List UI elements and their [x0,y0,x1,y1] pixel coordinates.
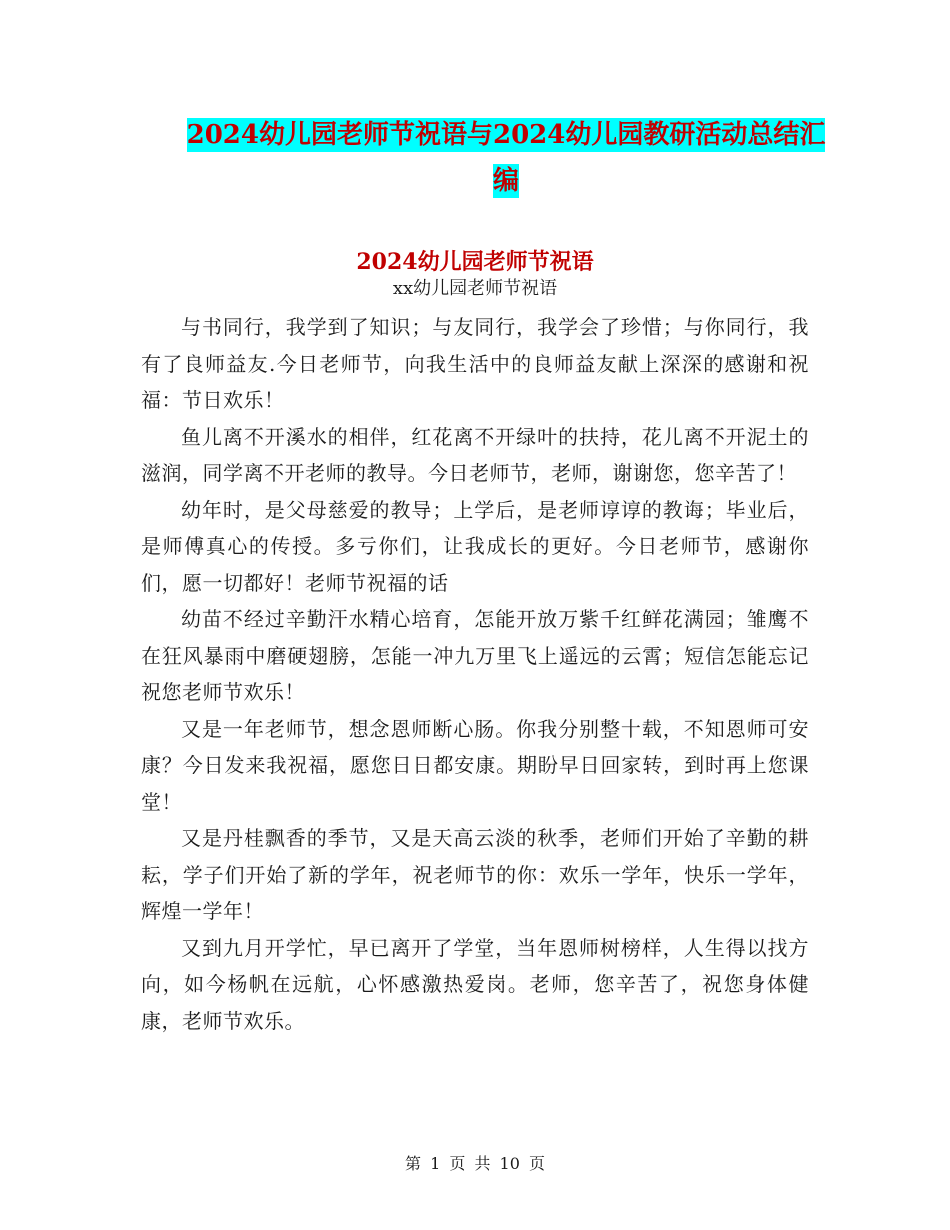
document-title-text: 2024幼儿园老师节祝语与2024幼儿园教研活动总结汇编 [186,120,826,196]
paragraph-6: 又是丹桂飘香的季节，又是天高云淡的秋季，老师们开始了辛勤的耕耘，学子们开始了新的学年，祝老师节的你：欢乐一学年，快乐一学年，辉煌一学年！ [141,826,809,923]
body-text [141,309,809,1039]
page-footer: 第 1 页 共 10 页 [405,1154,545,1173]
paragraph-1: 与书同行，我学到了知识；与友同行，我学会了珍惜；与你同行，我有了良师益友.今日老师节，向我生活中的良师益友献上深深的感谢和祝福：节日欢乐！ [141,315,809,412]
paragraph-2: 鱼儿离不开溪水的相伴，红花离不开绿叶的扶持，花儿离不开泥土的滋润，同学离不开老师的教导。今日老师节，老师，谢谢您，您辛苦了！ [141,424,809,485]
document-title [186,112,826,204]
paragraph-5: 又是一年老师节，想念恩师断心肠。你我分别整十载，不知恩师可安康？今日发来我祝福，愿您日日都安康。期盼早日回家转，到时再上您课堂！ [141,716,809,814]
section-subtitle: xx幼儿园老师节祝语 [392,278,558,299]
paragraph-4: 幼苗不经过辛勤汗水精心培育，怎能开放万紫千红鲜花满园；雏鹰不在狂风暴雨中磨硬翅膀，怎能一冲九万里飞上遥远的云霄；短信怎能忘记祝您老师节欢乐！ [141,607,809,704]
paragraph-7: 又到九月开学忙，早已离开了学堂，当年恩师树榜样，人生得以找方向，如今杨帆在远航，心怀感激热爱岗。老师，您辛苦了，祝您身体健康，老师节欢乐。 [141,935,809,1033]
section-title: 2024幼儿园老师节祝语 [356,249,594,275]
paragraph-3: 幼年时，是父母慈爱的教导；上学后，是老师谆谆的教诲；毕业后，是师傅真心的传授。多亏你们，让我成长的更好。今日老师节，感谢你们，愿一切都好！老师节祝福的话 [141,497,809,595]
